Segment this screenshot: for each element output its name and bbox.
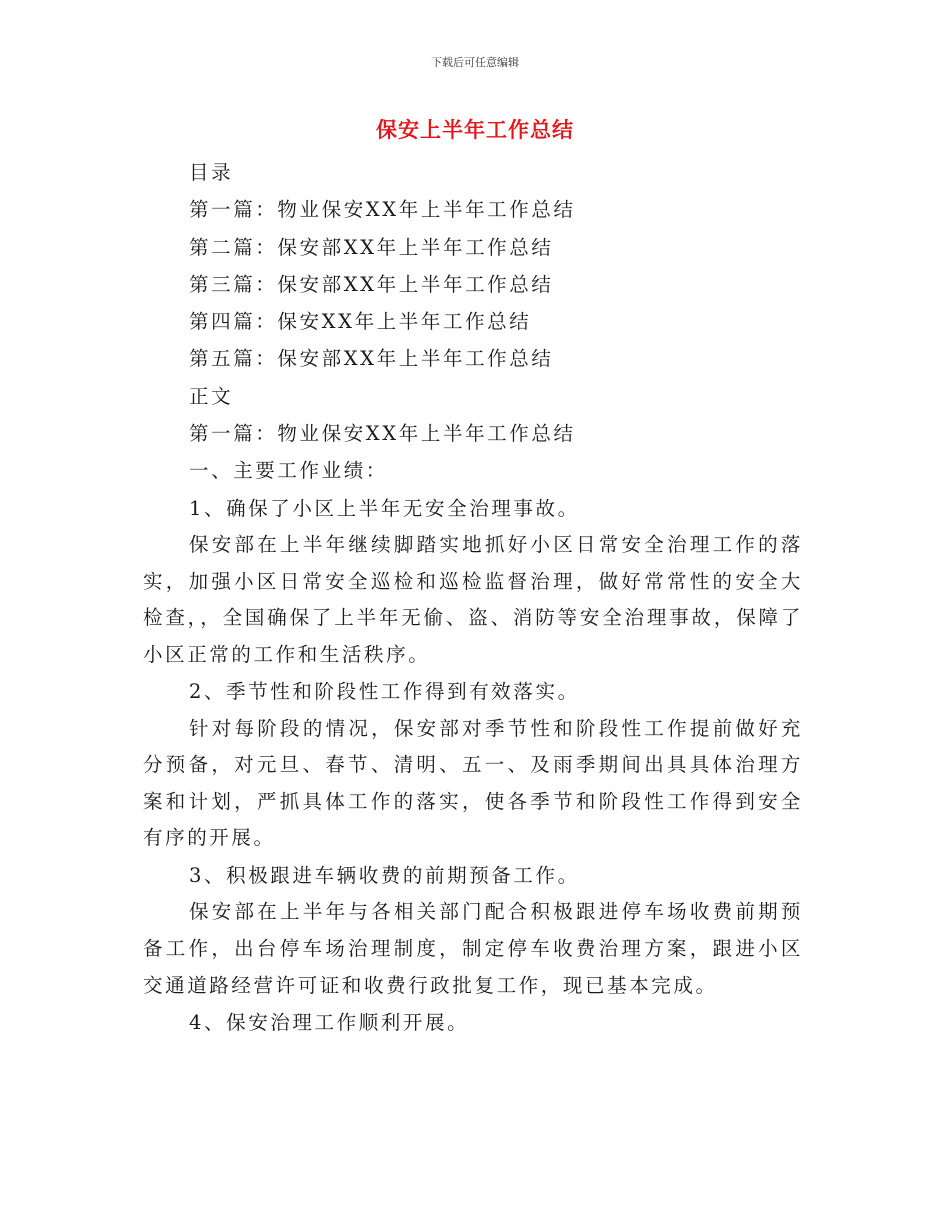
item-heading: 2、季节性和阶段性工作得到有效落实。: [189, 680, 580, 704]
toc-item: 第二篇：保安部XX年上半年工作总结: [189, 235, 554, 259]
body-label: 正文: [189, 384, 234, 408]
item-heading: 3、积极跟进车辆收费的前期预备工作。: [189, 864, 580, 888]
item-heading: 1、确保了小区上半年无安全治理事故。: [189, 496, 580, 520]
toc-item: 第三篇：保安部XX年上半年工作总结: [189, 272, 554, 296]
toc-item: 第四篇：保安XX年上半年工作总结: [189, 310, 532, 334]
toc-item: 第一篇：物业保安XX年上半年工作总结: [189, 198, 576, 222]
toc-item: 第五篇：保安部XX年上半年工作总结: [189, 347, 554, 371]
chapter-title: 第一篇：物业保安XX年上半年工作总结: [189, 422, 576, 446]
document-body: [143, 154, 803, 1041]
item-paragraph: 保安部在上半年继续脚踏实地抓好小区日常安全治理工作的落实，加强小区日常安全巡检和巡检监督治理，做好常常性的安全大检查，，全国确保了上半年无偷、盗、消防等安全治理事故，保障了小区正常的工作和生活秩序。: [143, 532, 803, 666]
item-heading: 4、保安治理工作顺利开展。: [189, 1011, 470, 1035]
item-paragraph: 针对每阶段的情况，保安部对季节性和阶段性工作提前做好充分预备，对元旦、春节、清明、五一、及雨季期间出具具体治理方案和计划，严抓具体工作的落实，使各季节和阶段性工作得到安全有序的开展。: [143, 716, 803, 850]
item-paragraph: 保安部在上半年与各相关部门配合积极跟进停车场收费前期预备工作，出台停车场治理制度，制定停车收费治理方案，跟进小区交通道路经营许可证和收费行政批复工作，现已基本完成。: [143, 900, 803, 997]
section-heading: 一、主要工作业绩：: [189, 459, 388, 483]
toc-label: 目录: [189, 161, 234, 184]
header-note: 下载后可任意编辑: [431, 56, 519, 69]
document-title: 保安上半年工作总结: [376, 118, 574, 142]
